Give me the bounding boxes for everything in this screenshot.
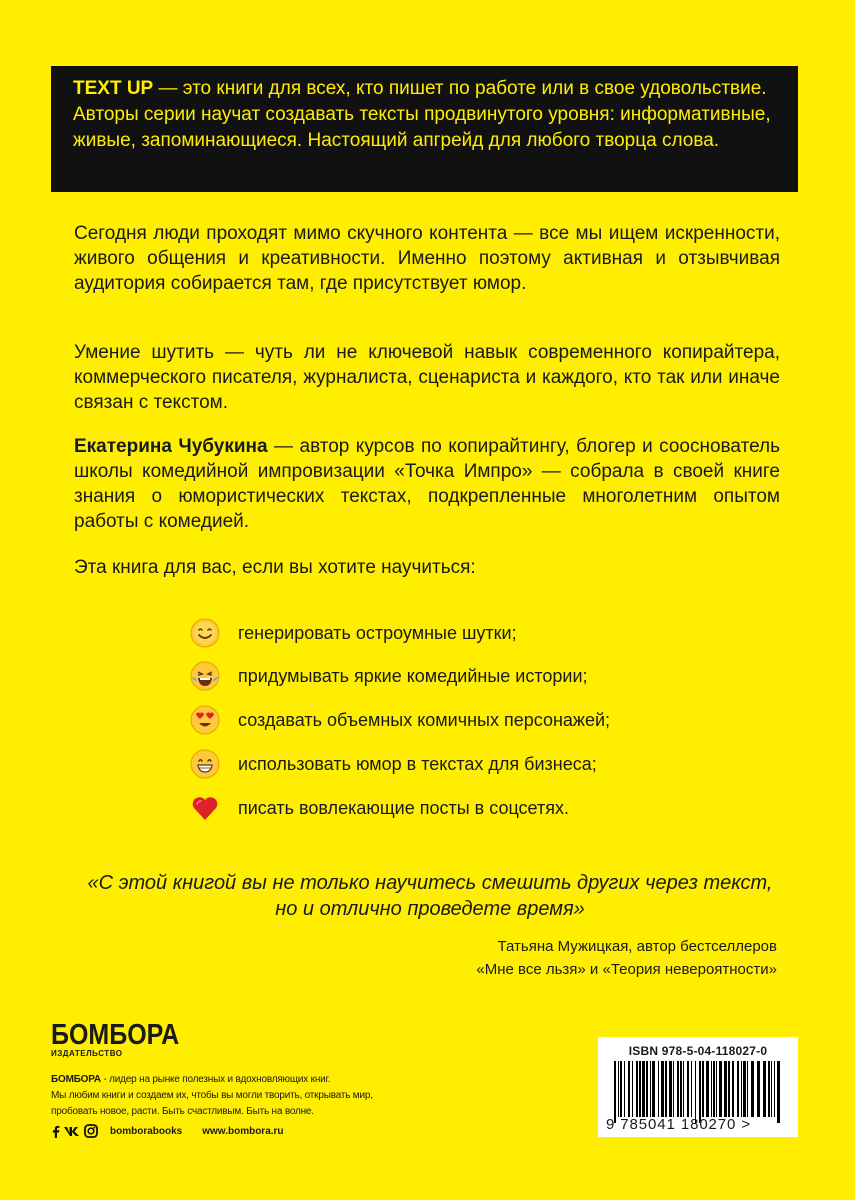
publisher-logo	[51, 1020, 179, 1058]
barcode-bar	[624, 1061, 625, 1117]
list-item-text: использовать юмор в текстах для бизнеса;	[238, 753, 597, 774]
publisher-tagline: - лидер на рынке полезных и вдохновляющих книг.	[100, 1074, 331, 1085]
barcode-bars	[610, 1061, 786, 1123]
barcode-bar	[680, 1061, 682, 1117]
quote-author-line-1: Татьяна Мужицкая, автор бестселлеров	[497, 938, 777, 955]
barcode-digits: 9 785041 180270 >	[606, 1116, 752, 1133]
series-brand: TEXT UP	[73, 78, 154, 99]
quote-author-line-2: «Мне все льзя» и «Теория невероятности»	[476, 961, 777, 978]
barcode-bar	[737, 1061, 739, 1117]
barcode-bar	[763, 1061, 766, 1117]
barcode-bar	[768, 1061, 770, 1117]
instagram-icon[interactable]	[84, 1124, 98, 1138]
barcode-bar	[728, 1061, 730, 1117]
barcode-bar	[777, 1061, 780, 1123]
barcode-bar	[661, 1061, 664, 1117]
barcode-bar	[691, 1061, 692, 1117]
heart-eyes-icon	[190, 705, 220, 735]
vk-icon[interactable]	[64, 1126, 80, 1137]
red-heart-icon	[190, 793, 220, 823]
list-item-text: придумывать яркие комедийные истории;	[238, 665, 588, 686]
barcode-bar	[724, 1061, 727, 1117]
barcode-bar	[658, 1061, 659, 1117]
tears-of-joy-icon	[190, 661, 220, 691]
isbn-number: ISBN 978-5-04-118027-0	[628, 1044, 768, 1058]
smiling-face-icon	[190, 618, 220, 648]
barcode-bar	[747, 1061, 748, 1117]
publisher-line-2: Мы любим книги и создаем их, чтобы вы могли творить, открывать мир,	[51, 1090, 373, 1101]
author-name: Екатерина Чубукина	[74, 436, 268, 457]
barcode-bar	[716, 1061, 717, 1117]
barcode-bar	[614, 1061, 616, 1123]
barcode-bar	[741, 1061, 742, 1117]
quote-line-1: «С этой книгой вы не только научитесь смешить других через текст,	[87, 872, 773, 894]
barcode-bar	[751, 1061, 754, 1117]
logo-subtitle: ИЗДАТЕЛЬСТВО	[51, 1049, 123, 1058]
barcode-bar	[774, 1061, 775, 1117]
intro-text: — это книги для всех, кто пишет по работе или в свое удовольствие. Авторы серии научат создавать тексты продвинутого уровня: информативные, живые, запоминающиеся. Настоящий апгрейд для любого творца слова.	[73, 78, 771, 151]
barcode-bar	[711, 1061, 712, 1117]
barcode-bar	[732, 1061, 734, 1117]
publisher-description	[51, 1072, 421, 1120]
barcode-bar	[719, 1061, 722, 1117]
publisher-line-1	[51, 1072, 421, 1088]
barcode-bar	[683, 1061, 684, 1117]
barcode-bar	[677, 1061, 679, 1117]
list-item	[190, 703, 610, 737]
barcode-bar	[713, 1061, 715, 1117]
grinning-face-icon	[190, 749, 220, 779]
list-item-text: создавать объемных комичных персонажей;	[238, 709, 611, 730]
social-links	[51, 1124, 284, 1138]
list-item	[190, 659, 588, 693]
barcode-bar	[646, 1061, 648, 1117]
facebook-icon[interactable]	[51, 1125, 60, 1138]
list-item	[190, 747, 597, 781]
barcode-bar	[652, 1061, 655, 1117]
barcode-bar	[665, 1061, 667, 1117]
barcode-bar	[699, 1061, 701, 1123]
paragraph-3	[74, 434, 780, 534]
logo-text: БОМБОРА	[51, 1018, 180, 1052]
social-handle[interactable]: bomborabooks	[110, 1125, 183, 1137]
list-item-text: писать вовлекающие посты в соцсетях.	[238, 797, 569, 818]
publisher-name: БОМБОРА	[51, 1074, 101, 1085]
barcode-bar	[650, 1061, 651, 1117]
barcode-bar	[632, 1061, 633, 1117]
list-item	[190, 791, 569, 825]
barcode-bar	[743, 1061, 746, 1117]
list-item-text: генерировать остроумные шутки;	[238, 622, 517, 643]
barcode-bar	[628, 1061, 630, 1117]
barcode-bar	[757, 1061, 760, 1117]
paragraph-4: Эта книга для вас, если вы хотите научиться:	[74, 557, 476, 578]
quote-line-2: но и отлично проведете время»	[275, 898, 585, 920]
paragraph-2: Умение шутить — чуть ли не ключевой навык современного копирайтера, коммерческого писателя, журналиста, сценариста и каждого, кто так или иначе связан с текстом.	[74, 342, 780, 413]
intro-box	[51, 66, 798, 192]
barcode	[598, 1037, 798, 1137]
website-link[interactable]: www.bombora.ru	[202, 1125, 284, 1137]
barcode-bar	[620, 1061, 622, 1117]
list-item	[190, 616, 517, 650]
barcode-bar	[702, 1061, 704, 1117]
barcode-bar	[636, 1061, 638, 1117]
barcode-bar	[687, 1061, 689, 1117]
barcode-bar	[771, 1061, 772, 1117]
barcode-bar	[642, 1061, 645, 1117]
barcode-bar	[706, 1061, 709, 1117]
barcode-bar	[695, 1061, 696, 1123]
paragraph-1: Сегодня люди проходят мимо скучного контента — все мы ищем искренности, живого общения и креативности. Именно поэтому активная и отзывчивая аудитория собирается там, где присутствует юмор.	[74, 223, 780, 294]
barcode-bar	[618, 1061, 619, 1117]
barcode-bar	[673, 1061, 674, 1117]
paragraph-3-text: — автор курсов по копирайтингу, блогер и сооснователь школы комедийной импровизации «Точка Импро» — собрала в своей книге знания о юмористических текстах, подкрепленные многолетним опытом работы с комедией.	[74, 436, 780, 532]
barcode-bar	[639, 1061, 641, 1117]
barcode-bar	[669, 1061, 672, 1117]
publisher-line-3: пробовать новое, расти. Быть счастливым. Быть на волне.	[51, 1106, 314, 1117]
